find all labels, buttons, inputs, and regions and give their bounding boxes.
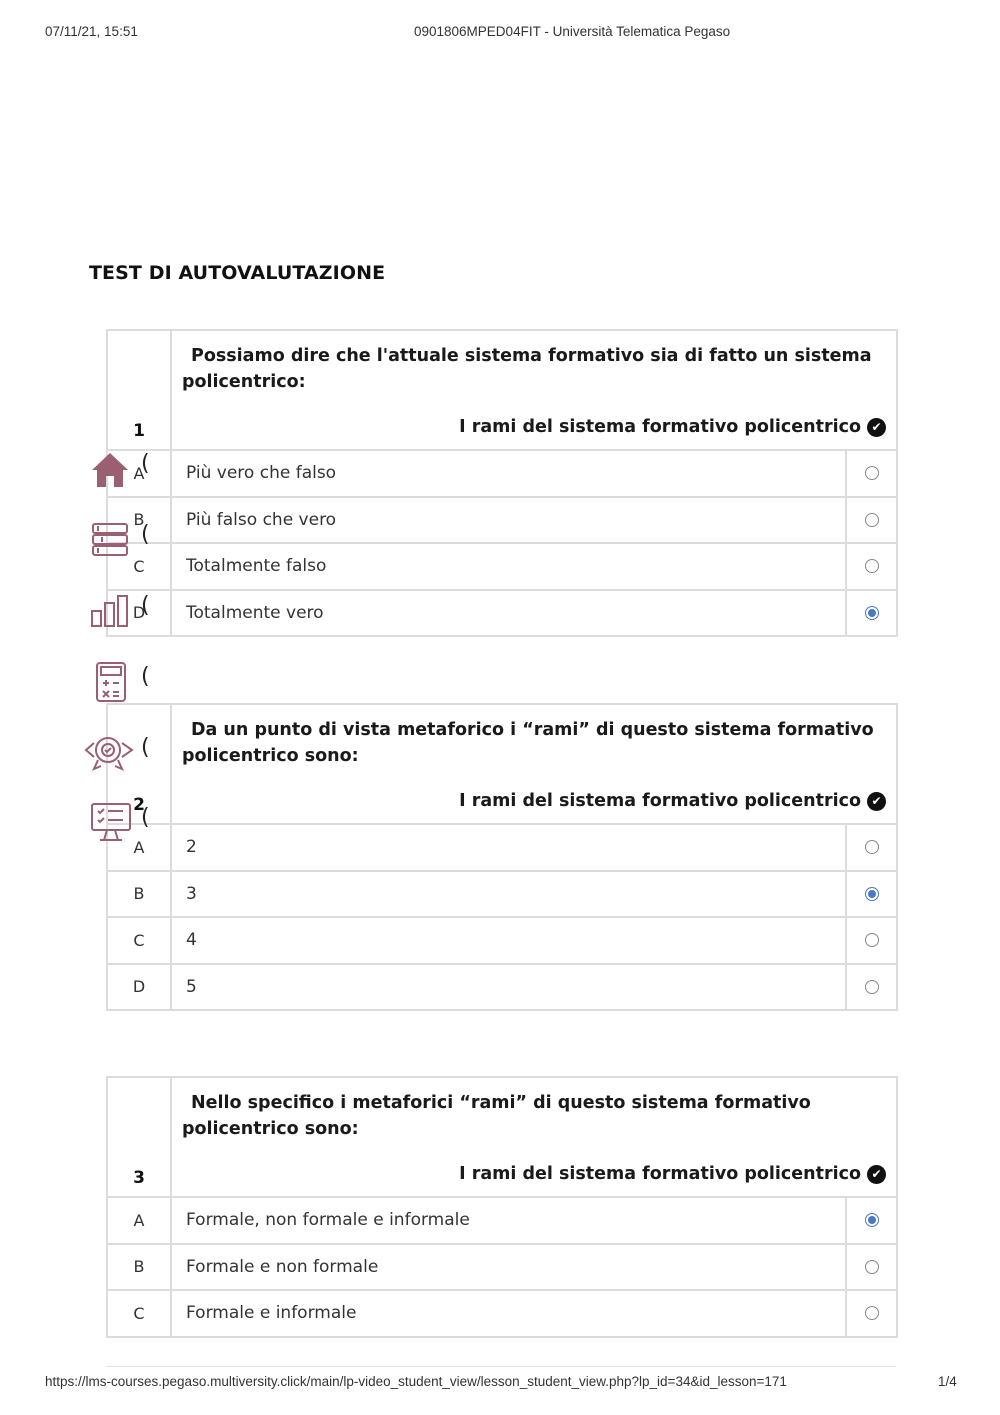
option-letter: A (108, 1198, 172, 1243)
check-circle-icon: ✔ (867, 1165, 886, 1184)
option-text: Formale e informale (172, 1291, 847, 1336)
option-text: 4 (172, 918, 847, 963)
question-card-1 (106, 329, 898, 637)
books-icon[interactable] (90, 521, 130, 563)
option-letter: A (108, 451, 172, 496)
question-header (108, 1078, 896, 1198)
option-letter: C (108, 544, 172, 589)
print-datetime: 07/11/21, 15:51 (45, 24, 138, 39)
question-text: Possiamo dire che l'attuale sistema formativo sia di fatto un sistema policentrico: (182, 346, 872, 392)
question-number: 3 (108, 1078, 172, 1196)
print-page-title: 0901806MPED04FIT - Università Telematica Pegaso (414, 24, 731, 39)
page-title: TEST DI AUTOVALUTAZIONE (89, 262, 386, 284)
question-header (108, 705, 896, 825)
question-card-3 (106, 1076, 898, 1338)
badge-icon[interactable] (84, 733, 136, 775)
question-topic (182, 1164, 886, 1184)
check-circle-icon: ✔ (867, 418, 886, 437)
option-radio[interactable] (865, 513, 879, 527)
option-text: Più vero che falso (172, 451, 847, 496)
option-letter: D (108, 965, 172, 1010)
option-row[interactable] (108, 965, 896, 1010)
option-text: Formale e non formale (172, 1245, 847, 1290)
option-text: Formale, non formale e informale (172, 1198, 847, 1243)
question-card-2 (106, 703, 898, 1011)
option-row[interactable] (108, 591, 896, 636)
option-row[interactable] (108, 544, 896, 591)
question-text: Da un punto di vista metaforico i “rami” di questo sistema formativo policentrico sono: (182, 720, 874, 766)
option-radio[interactable] (865, 559, 879, 573)
option-letter: D (108, 591, 172, 636)
option-row[interactable] (108, 1291, 896, 1336)
calculator-icon[interactable] (95, 661, 127, 707)
sidebar-paren: ( (141, 522, 150, 547)
option-radio[interactable] (865, 1306, 879, 1320)
option-letter: B (108, 498, 172, 543)
option-radio[interactable] (865, 1213, 879, 1227)
option-letter: C (108, 1291, 172, 1336)
print-url: https://lms-courses.pegaso.multiversity.click/main/lp-video_student_view/lesson_student_view.php?lp_id=34&id_lesson=171 (45, 1374, 787, 1389)
chart-icon[interactable] (90, 594, 132, 632)
question-topic (182, 417, 886, 437)
option-text: Totalmente falso (172, 544, 847, 589)
option-radio[interactable] (865, 933, 879, 947)
option-radio[interactable] (865, 887, 879, 901)
option-row[interactable] (108, 1198, 896, 1245)
option-text: 3 (172, 872, 847, 917)
topic-label: I rami del sistema formativo policentrico (459, 1164, 861, 1184)
question-number: 2 (108, 705, 172, 823)
sidebar-paren: ( (141, 735, 150, 760)
question-header (108, 331, 896, 451)
question-topic (182, 791, 886, 811)
topic-label: I rami del sistema formativo policentrico (459, 791, 861, 811)
option-letter: C (108, 918, 172, 963)
question-number: 1 (108, 331, 172, 449)
sidebar-paren: ( (141, 593, 150, 618)
option-row[interactable] (108, 451, 896, 498)
option-row[interactable] (108, 1245, 896, 1292)
print-page-number: 1/4 (938, 1374, 957, 1389)
sidebar-paren: ( (141, 451, 150, 476)
option-radio[interactable] (865, 840, 879, 854)
option-text: 2 (172, 825, 847, 870)
option-radio[interactable] (865, 1260, 879, 1274)
sidebar-paren: ( (141, 805, 150, 830)
option-row[interactable] (108, 872, 896, 919)
check-circle-icon: ✔ (867, 792, 886, 811)
monitor-checklist-icon[interactable] (90, 801, 132, 847)
option-row[interactable] (108, 918, 896, 965)
option-text: Totalmente vero (172, 591, 847, 636)
option-letter: B (108, 872, 172, 917)
sidebar-paren: ( (141, 664, 150, 689)
home-icon[interactable] (90, 450, 130, 494)
option-letter: A (108, 825, 172, 870)
option-row[interactable] (108, 825, 896, 872)
option-letter: B (108, 1245, 172, 1290)
option-radio[interactable] (865, 980, 879, 994)
option-row[interactable] (108, 498, 896, 545)
option-text: 5 (172, 965, 847, 1010)
topic-label: I rami del sistema formativo policentrico (459, 417, 861, 437)
option-text: Più falso che vero (172, 498, 847, 543)
footer-divider (106, 1366, 896, 1367)
question-text: Nello specifico i metaforici “rami” di questo sistema formativo policentrico sono: (182, 1093, 811, 1139)
option-radio[interactable] (865, 466, 879, 480)
option-radio[interactable] (865, 606, 879, 620)
